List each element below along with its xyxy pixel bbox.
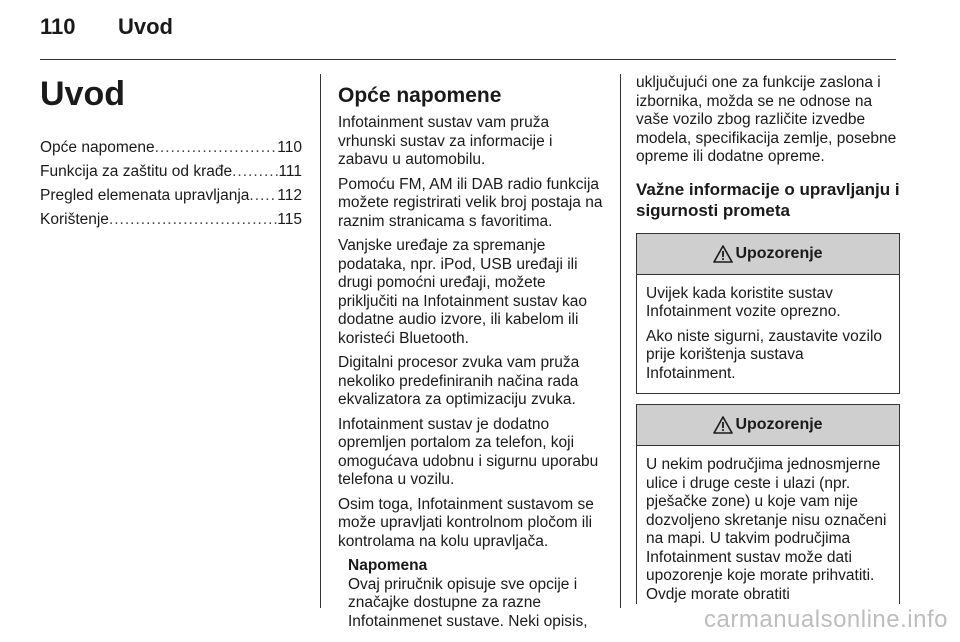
warning-box (636, 404, 900, 604)
toc-entry-page: 112 (277, 187, 302, 204)
page-number: 110 (40, 14, 76, 39)
warning-header (637, 234, 899, 275)
body-paragraph: Digitalni procesor zvuka vam pruža nekoliko predefiniranih načina rada ekvalizatora za optimizaciju zvuka. (338, 354, 580, 408)
warning-text: Uvijek kada koristite sustav Infotainment vozite oprezno. (646, 284, 841, 320)
toc-column (40, 72, 302, 232)
column-divider-right (620, 74, 621, 608)
warning-box (636, 233, 900, 395)
toc-leader-dots (249, 184, 277, 208)
watermark-text: carmanualsonline.info (704, 606, 948, 633)
body-paragraph: Osim toga, Infotainment sustavom se može upravljati kontrolnom pločom ili kontrolama na kolu upravljača. (338, 495, 594, 550)
safety-column (636, 74, 900, 614)
warning-title: Upozorenje (735, 416, 823, 433)
chapter-title: Uvod (40, 75, 125, 113)
warning-text: Ako niste sigurni, zaustavite vozilo prije korištenja sustava Infotainment. (646, 327, 883, 382)
toc-entry-title: Opće napomene (40, 139, 155, 156)
toc-entry[interactable] (40, 184, 302, 208)
toc-leader-dots (155, 136, 278, 160)
header-rule (40, 59, 896, 60)
toc-leader-dots (232, 160, 278, 184)
body-paragraph: Vanjske uređaje za spremanje podataka, npr. iPod, USB uređaji ili drugi pomoćni uređaji, možete priključiti na Infotainment sustav kao dodatne audio izvore, ili kabelom ili koristeći Bluetooth. (338, 237, 587, 347)
section-heading: Opće napomene (338, 84, 502, 107)
toc-entry[interactable] (40, 208, 302, 232)
note-title: Napomena (348, 557, 428, 574)
column-divider-left (320, 74, 321, 608)
toc-entry-page: 110 (277, 139, 302, 156)
toc-entry-title: Funkcija za zaštitu od krađe (40, 163, 233, 180)
general-notes-column (338, 84, 606, 631)
toc-entry-title: Korištenje (40, 211, 109, 228)
warning-title: Upozorenje (735, 244, 823, 262)
toc-entry-title: Pregled elemenata upravljanja (40, 187, 250, 204)
table-of-contents (40, 136, 302, 232)
toc-entry[interactable] (40, 136, 302, 160)
continued-paragraph: uključujući one za funkcije zaslona i izbornika, možda se ne odnose na vaše vozilo zbog različite izvedbe modela, specifikacija zemlje, posebne opreme ili dodatne opreme. (636, 74, 897, 165)
toc-leader-dots (109, 208, 277, 232)
note-text: Ovaj priručnik opisuje sve opcije i značajke dostupne za razne Infotainmenet sustave. Neki opisis, (348, 575, 588, 630)
toc-entry-page: 115 (277, 211, 302, 228)
note-block (348, 557, 606, 631)
warning-triangle-icon (713, 416, 733, 434)
body-paragraph: Infotainment sustav vam pruža vrhunski sustav za informacije i zabavu u automobilu. (338, 114, 553, 168)
toc-entry[interactable] (40, 160, 302, 184)
warning-body (637, 275, 899, 394)
section-title: Uvod (118, 14, 173, 39)
body-paragraph: Pomoću FM, AM ili DAB radio funkcija možete registrirati velik broj postaja na raznim stranicama s favoritima. (338, 175, 603, 230)
subsection-heading: Važne informacije o upravljanju i sigurnosti prometa (636, 179, 900, 220)
body-paragraph: Infotainment sustav je dodatno opremljen portalom za telefon, koji omogućava udobnu i sigurnu uporabu telefona u vozilu. (338, 415, 599, 488)
warning-text: U nekim područjima jednosmjerne ulice i druge ceste i ulazi (npr. pješačke zone) u koje vam nije dozvoljeno skretanje nisu označeni na mapi. U takvim područjima Infotainment sustav može dati upozorenje koje morate prihvatiti. Ovdje morate obratiti (646, 456, 887, 603)
warning-triangle-icon (713, 245, 733, 263)
toc-entry-page: 111 (278, 163, 302, 180)
warning-body (637, 446, 899, 604)
warning-header (637, 405, 899, 446)
